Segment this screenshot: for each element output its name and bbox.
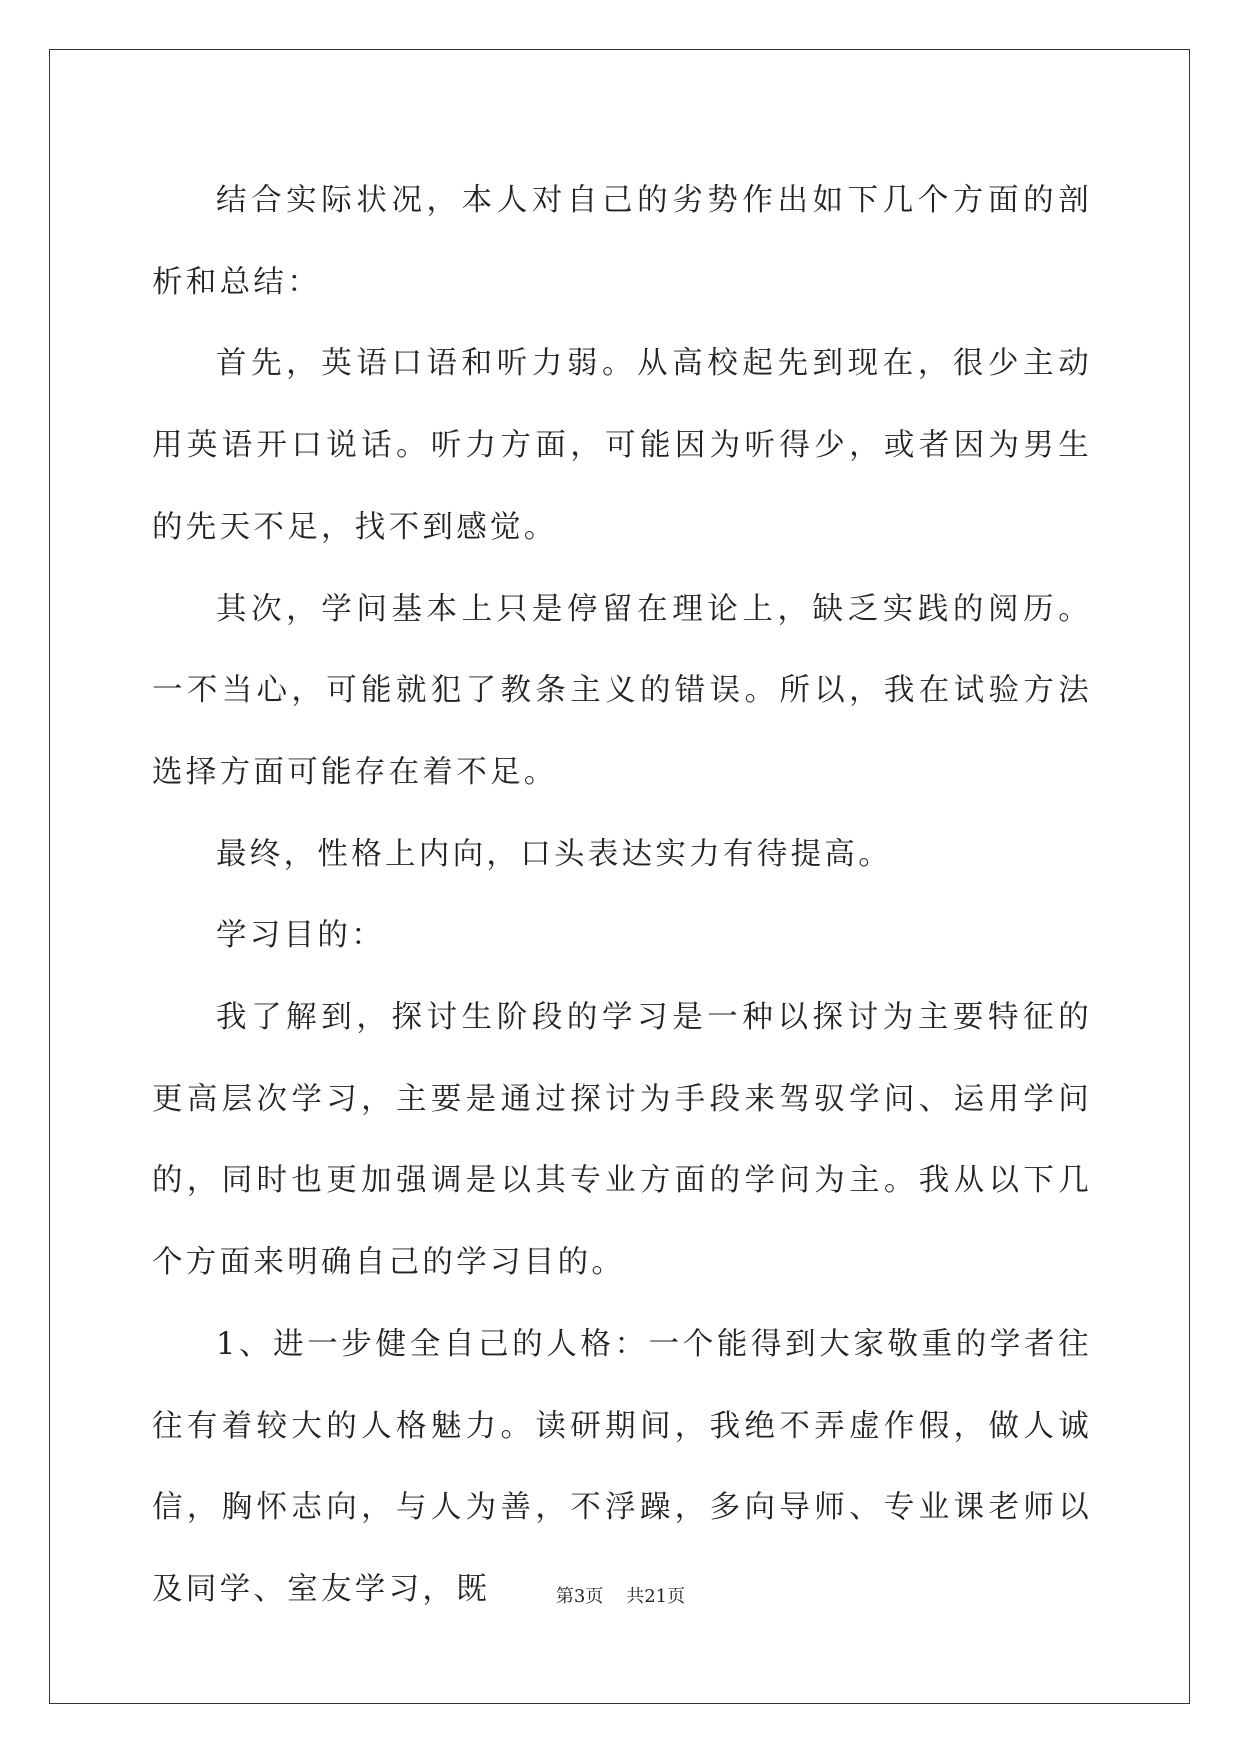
paragraph-english-weakness: 首先，英语口语和听力弱。从高校起先到现在，很少主动用英语开口说话。听力方面，可能因为听得少，或者因为男生的先天不足，找不到感觉。 [152,346,1092,545]
document-body [152,160,1092,1631]
paragraph-learning-goals-intro: 我了解到，探讨生阶段的学习是一种以探讨为主要特征的更高层次学习，主要是通过探讨为手段来驾驭学问、运用学问的，同时也更加强调是以其专业方面的学问为主。我从以下几个方面来明确自己的学习目的。 [152,1000,1092,1281]
page-footer [0,1582,1241,1608]
paragraph-goal-1: 1、进一步健全自己的人格：一个能得到大家敬重的学者往往有着较大的人格魅力。读研期间，我绝不弄虚作假，做人诚信，胸怀志向，与人为善，不浮躁，多向导师、专业课老师以及同学、室友学习，既 [152,1326,1092,1607]
paragraph-personality-weakness: 最终，性格上内向，口头表达实力有待提高。 [216,836,892,872]
page-total: 共21页 [626,1586,686,1607]
page-number: 第3页 [555,1586,604,1607]
paragraph-practice-weakness: 其次，学问基本上只是停留在理论上，缺乏实践的阅历。一不当心，可能就犯了教条主义的错误。所以，我在试验方法选择方面可能存在着不足。 [152,591,1092,790]
paragraph-weakness-intro: 结合实际状况，本人对自己的劣势作出如下几个方面的剖析和总结： [152,183,1092,300]
section-heading-learning-goals: 学习目的： [216,918,385,954]
